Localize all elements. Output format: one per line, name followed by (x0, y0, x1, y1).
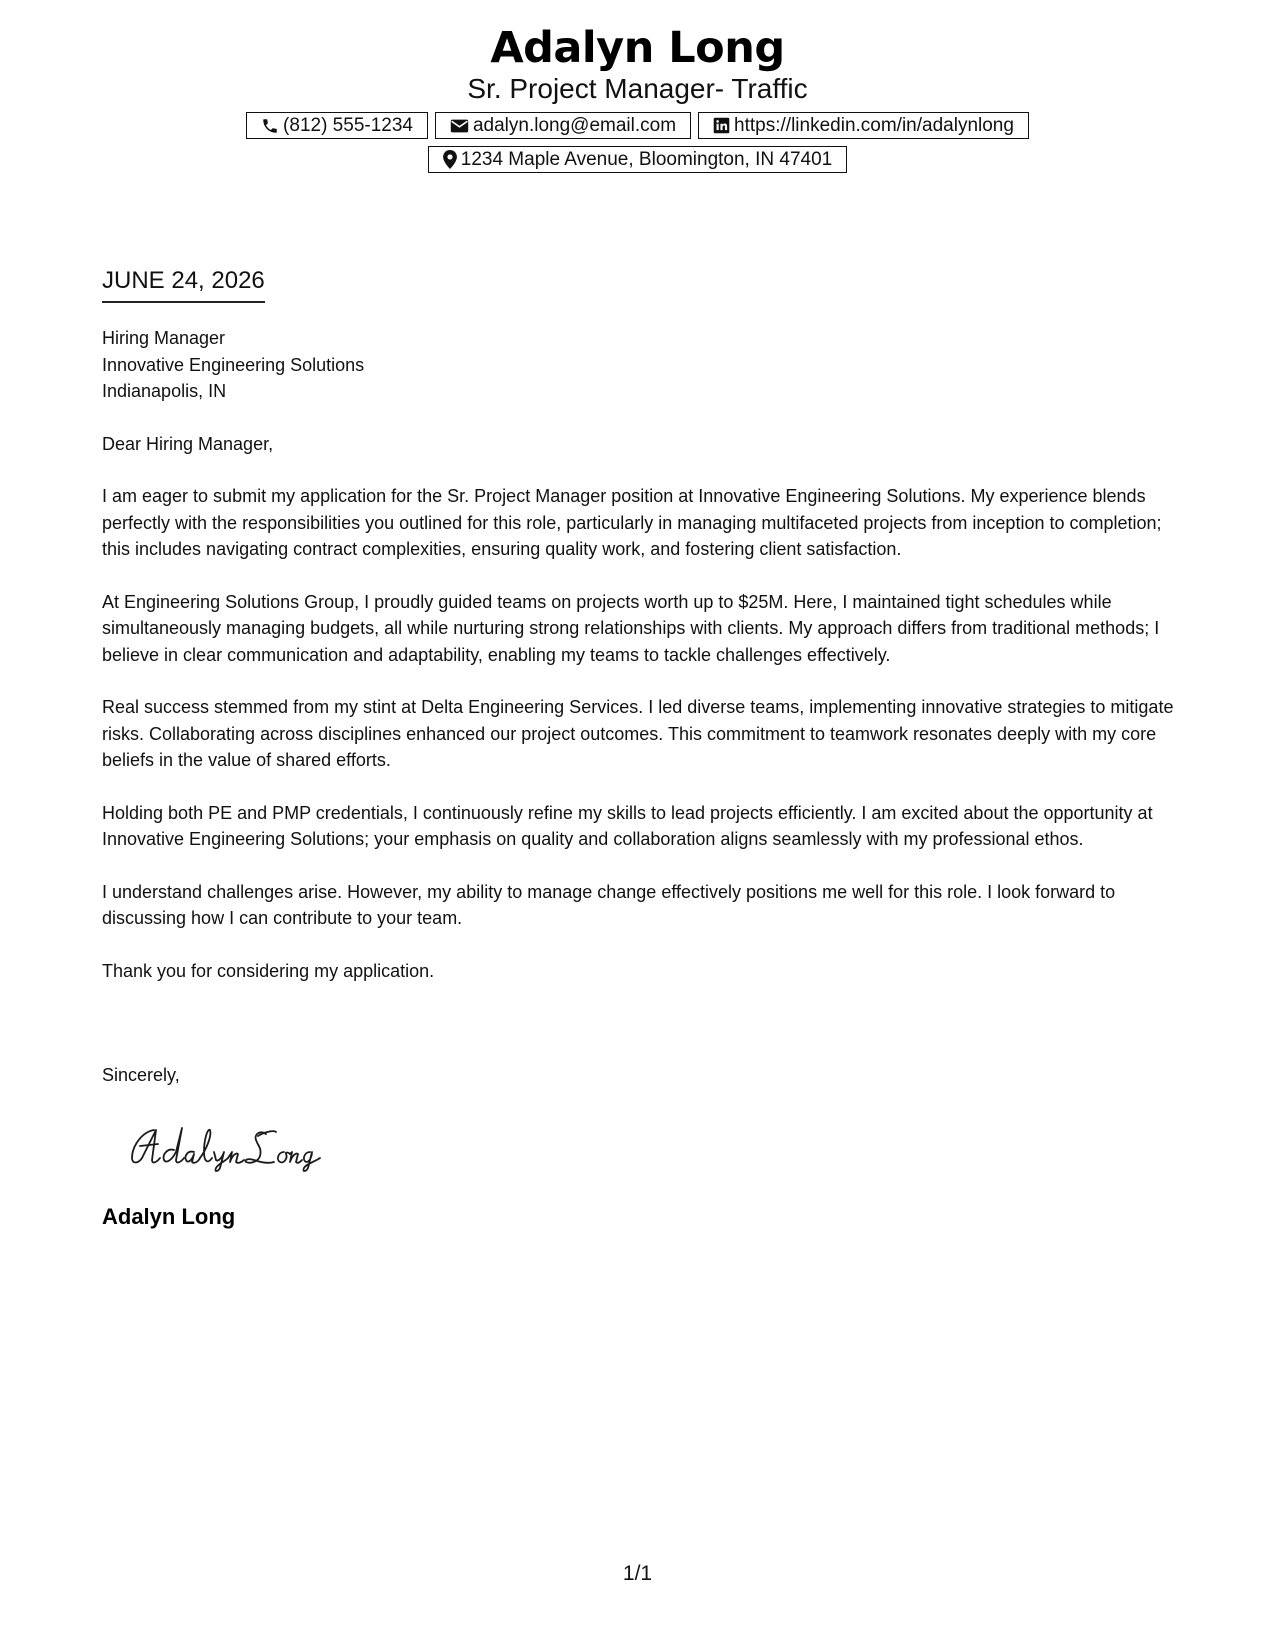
paragraph: I am eager to submit my application for the Sr. Project Manager position at Innovative Engineering Solutions. My experience blends perfectly with the responsibilities you outlined for this role, particularly in managing multifaceted projects from inception to completion; this includes navigating contract complexities, ensuring quality work, and fostering client satisfaction. (102, 486, 1162, 559)
letter-body (102, 325, 1182, 984)
letter-header (0, 22, 1275, 173)
envelope-icon (450, 118, 469, 134)
map-pin-icon (443, 150, 457, 169)
applicant-name: Adalyn Long (490, 23, 785, 73)
paragraph: Real success stemmed from my stint at Delta Engineering Services. I led diverse teams, implementing innovative strategies to mitigate risks. Collaborating across disciplines enhanced our project outcomes. This commitment to teamwork resonates deeply with my core beliefs in the value of shared efforts. (102, 697, 1174, 770)
contact-row (0, 112, 1275, 139)
recipient-line: Innovative Engineering Solutions (102, 354, 365, 375)
phone-icon (261, 117, 279, 135)
email-contact[interactable] (435, 112, 691, 139)
recipient-line: Hiring Manager (102, 328, 226, 348)
paragraph: Holding both PE and PMP credentials, I continuously refine my skills to lead projects efficiently. I am excited about the opportunity at Innovative Engineering Solutions; your emphasis on quality and collaboration aligns seamlessly with my professional ethos. (102, 802, 1153, 849)
address-row (0, 146, 1275, 173)
page-number: 1/1 (622, 1562, 653, 1585)
recipient-line: Indianapolis, IN (102, 381, 227, 401)
job-title: Sr. Project Manager- Traffic (467, 73, 808, 104)
linkedin-text: https://linkedin.com/in/adalynlong (734, 114, 1014, 136)
signature-image (128, 1122, 338, 1177)
phone-text: (812) 555-1234 (283, 114, 413, 136)
email-text: adalyn.long@email.com (472, 114, 677, 136)
paragraph: Thank you for considering my application. (102, 960, 435, 981)
address-contact (428, 146, 847, 173)
signer-name: Adalyn Long (102, 1204, 236, 1229)
recipient-block (102, 325, 1182, 405)
salutation: Dear Hiring Manager, (102, 433, 274, 454)
paragraph: At Engineering Solutions Group, I proudly guided teams on projects worth up to $25M. Here, I maintained tight schedules while simultaneously managing budgets, all while nurturing strong relationships with clients. My approach differs from traditional methods; I believe in clear communication and adaptability, enabling my teams to tackle challenges effectively. (102, 591, 1160, 665)
paragraph: I understand challenges arise. However, my ability to manage change effectively positions me well for this role. I look forward to discussing how I can contribute to your team. (102, 881, 1116, 928)
address-text: 1234 Maple Avenue, Bloomington, IN 47401 (460, 148, 833, 170)
linkedin-icon (713, 117, 730, 134)
closing: Sincerely, (102, 1065, 180, 1085)
phone-contact[interactable] (246, 112, 428, 139)
letter-date: JUNE 24, 2026 (102, 266, 265, 303)
letter-date-block (102, 266, 265, 303)
linkedin-contact[interactable] (698, 112, 1029, 139)
